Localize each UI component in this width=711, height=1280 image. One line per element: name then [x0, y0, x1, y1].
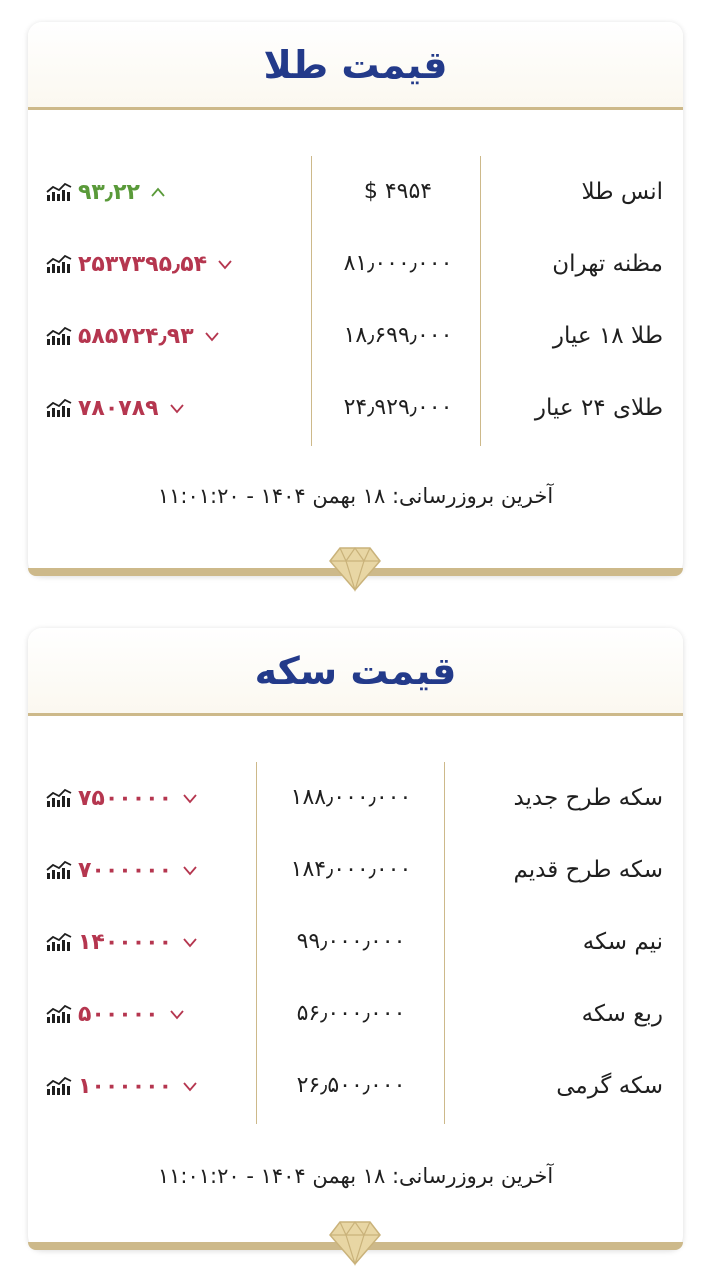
- item-price: ۲۴٫۹۲۹٫۰۰۰: [343, 395, 453, 420]
- item-name: ربع سکه: [581, 1001, 663, 1027]
- gold-price-list: [28, 156, 683, 444]
- chart-icon[interactable]: [46, 932, 72, 952]
- gold-row: [28, 228, 683, 300]
- coin-price-list: [28, 762, 683, 1122]
- item-price: ۲۶٫۵۰۰٫۰۰۰: [296, 1073, 406, 1098]
- chart-icon[interactable]: [46, 1004, 72, 1024]
- item-name: سکه طرح جدید: [513, 785, 663, 811]
- coin-card-title: قیمت سکه: [254, 648, 457, 693]
- item-price: ۵۶٫۰۰۰٫۰۰۰: [296, 1001, 406, 1026]
- change-value: ۵۸۵۷۲۴٫۹۳: [78, 323, 194, 349]
- diamond-icon: [328, 1220, 382, 1266]
- item-change: [46, 978, 185, 1050]
- item-name: نیم سکه: [582, 929, 663, 955]
- coin-row: [28, 834, 683, 906]
- chart-icon[interactable]: [46, 398, 72, 418]
- chart-icon[interactable]: [46, 788, 72, 808]
- trend-arrow-icon: [146, 186, 166, 198]
- change-value: ۱۰۰۰۰۰۰: [78, 1073, 172, 1099]
- trend-arrow-icon: [178, 1080, 198, 1092]
- item-price: ۱۸۸٫۰۰۰٫۰۰۰: [290, 785, 412, 810]
- item-change: [46, 228, 233, 300]
- change-value: ۹۳٫۲۲: [78, 179, 140, 205]
- item-change: [46, 372, 185, 444]
- item-name: سکه طرح قدیم: [513, 857, 663, 883]
- last-updated-text: آخرین بروزرسانی: ۱۸ بهمن ۱۴۰۴ - ۱۱:۰۱:۲۰: [157, 484, 554, 508]
- item-price: ۹۹٫۰۰۰٫۰۰۰: [296, 929, 406, 954]
- chart-icon[interactable]: [46, 326, 72, 346]
- item-change: [46, 762, 198, 834]
- coin-card-header: [28, 628, 683, 716]
- chart-icon[interactable]: [46, 1076, 72, 1096]
- coin-row: [28, 978, 683, 1050]
- change-value: ۵۰۰۰۰۰: [78, 1001, 159, 1027]
- item-change: [46, 1050, 198, 1122]
- item-price: ۸۱٫۰۰۰٫۰۰۰: [343, 251, 453, 276]
- chart-icon[interactable]: [46, 254, 72, 274]
- item-name: انس طلا: [581, 179, 663, 205]
- trend-arrow-icon: [178, 864, 198, 876]
- trend-arrow-icon: [178, 936, 198, 948]
- coin-row: [28, 1050, 683, 1122]
- item-change: [46, 834, 198, 906]
- item-change: [46, 156, 166, 228]
- gold-card-title: قیمت طلا: [263, 42, 448, 87]
- gold-price-card: [28, 22, 683, 576]
- change-value: ۱۴۰۰۰۰۰: [78, 929, 172, 955]
- trend-arrow-icon: [165, 402, 185, 414]
- trend-arrow-icon: [200, 330, 220, 342]
- item-price: ۱۸٫۶۹۹٫۰۰۰: [343, 323, 453, 348]
- gold-row: [28, 156, 683, 228]
- gold-row: [28, 372, 683, 444]
- change-value: ۷۰۰۰۰۰۰: [78, 857, 172, 883]
- change-value: ۷۵۰۰۰۰۰: [78, 785, 172, 811]
- gold-card-header: [28, 22, 683, 110]
- item-price: $ ۴۹۵۴: [363, 179, 433, 204]
- coin-row: [28, 762, 683, 834]
- last-updated-text: آخرین بروزرسانی: ۱۸ بهمن ۱۴۰۴ - ۱۱:۰۱:۲۰: [157, 1164, 554, 1188]
- item-name: طلای ۲۴ عیار: [534, 395, 663, 421]
- coin-price-card: [28, 628, 683, 1250]
- coin-row: [28, 906, 683, 978]
- trend-arrow-icon: [178, 792, 198, 804]
- trend-arrow-icon: [213, 258, 233, 270]
- item-name: مظنه تهران: [552, 251, 663, 277]
- item-change: [46, 906, 198, 978]
- chart-icon[interactable]: [46, 860, 72, 880]
- item-price: ۱۸۴٫۰۰۰٫۰۰۰: [290, 857, 412, 882]
- gold-row: [28, 300, 683, 372]
- change-value: ۲۵۳۷۳۹۵٫۵۴: [78, 251, 208, 277]
- item-name: سکه گرمی: [556, 1073, 663, 1099]
- diamond-icon: [328, 546, 382, 592]
- trend-arrow-icon: [165, 1008, 185, 1020]
- change-value: ۷۸۰۷۸۹: [78, 395, 159, 421]
- item-name: طلا ۱۸ عیار: [552, 323, 663, 349]
- item-change: [46, 300, 220, 372]
- chart-icon[interactable]: [46, 182, 72, 202]
